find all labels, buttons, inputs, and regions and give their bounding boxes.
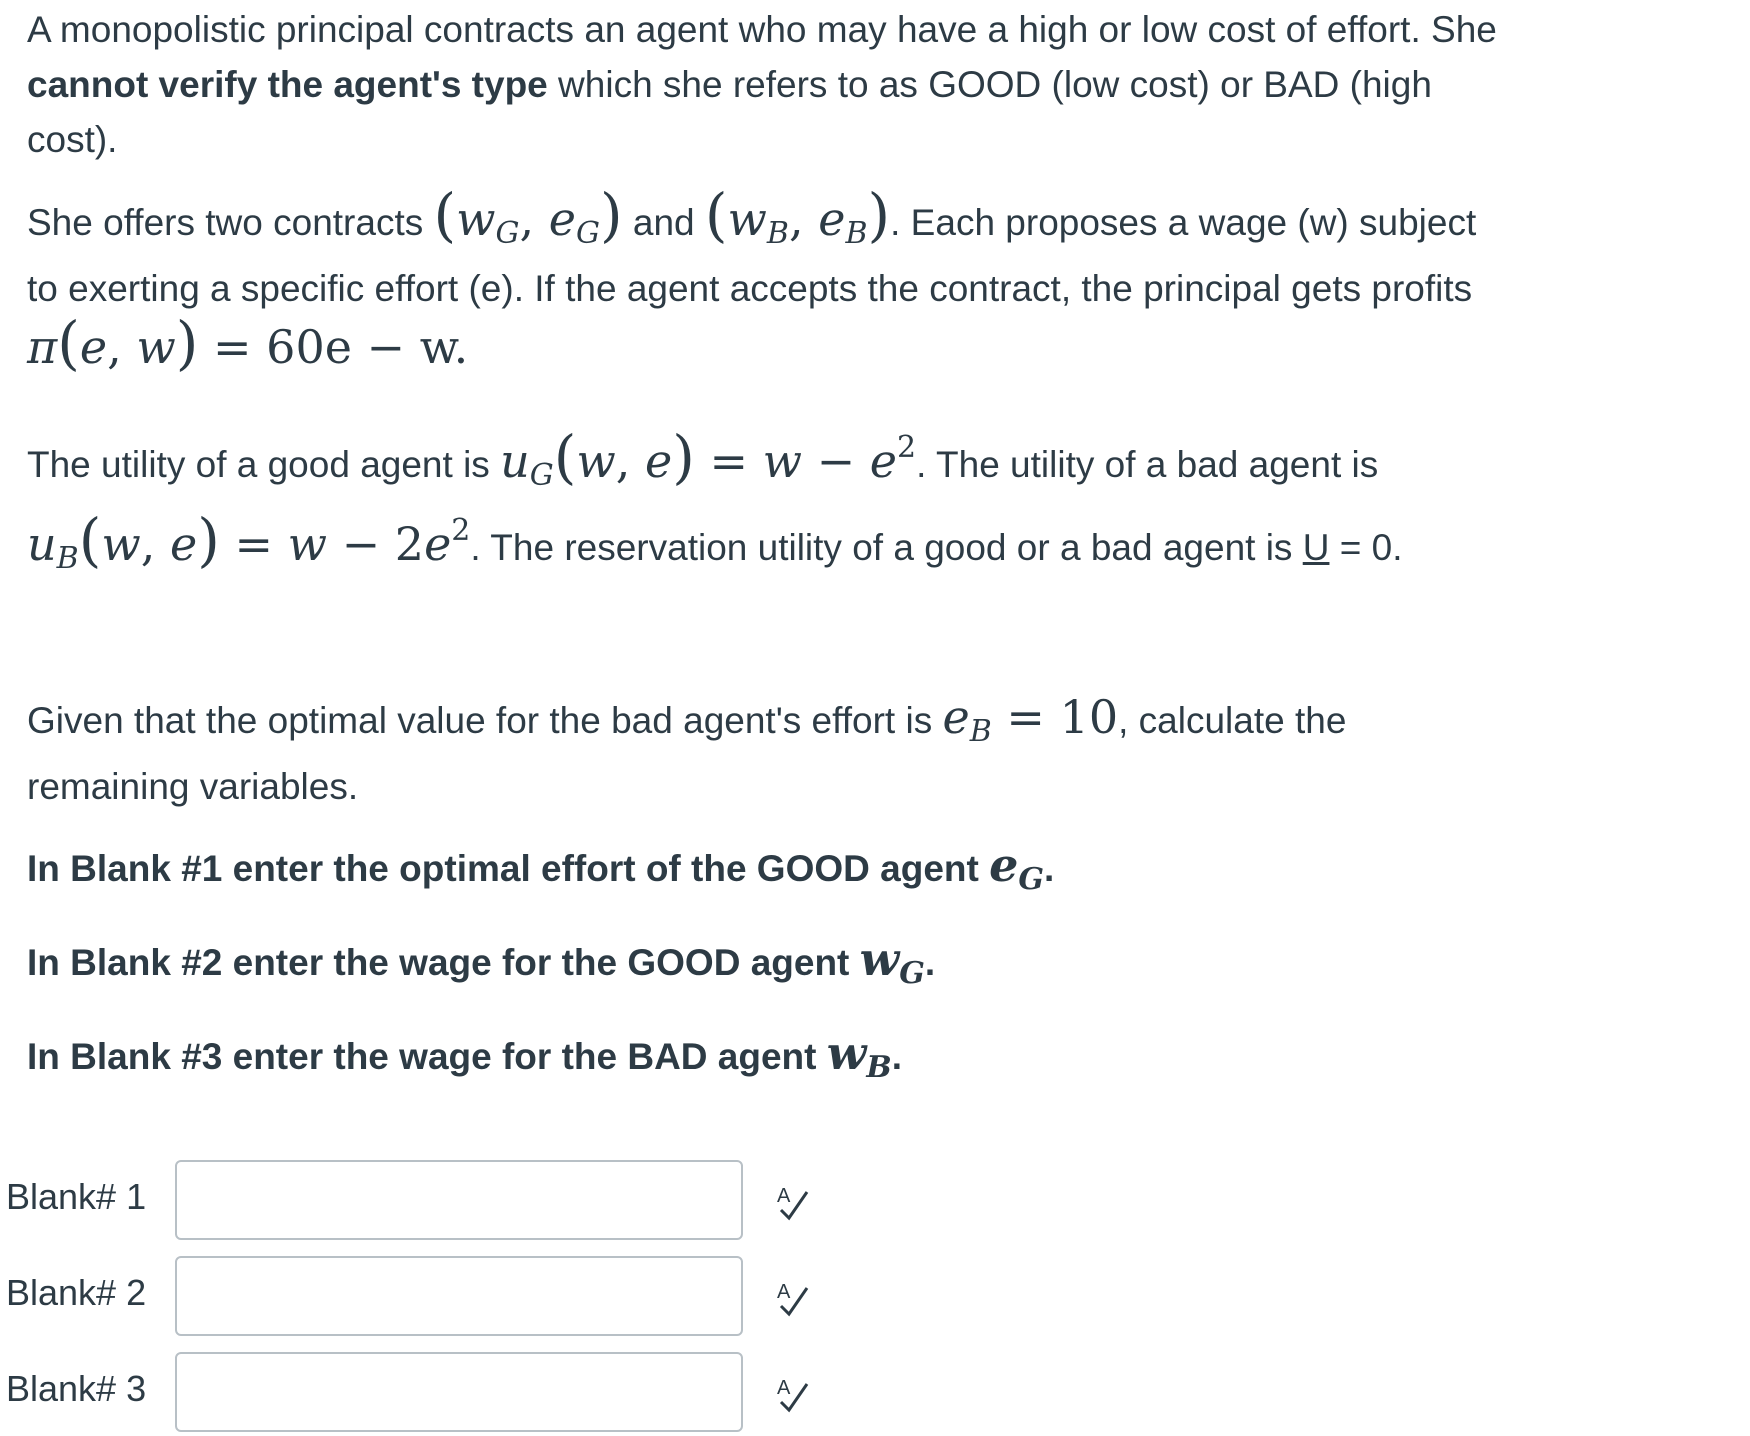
question-paragraph-4 [27,690,1507,814]
blank-2-input[interactable] [175,1256,743,1336]
blank-row-1 [6,1160,906,1244]
svg-text:A: A [777,1185,791,1207]
para1-text-a: A monopolistic principal contracts an agent who may have a high or low cost of effort. She [27,9,1497,50]
bad-effort-formula: $e_B = 10$ [942,690,1119,749]
para4-text-b: , calculate the remaining variables. [27,700,1347,807]
reservation-utility-value: = 0. [1329,527,1403,568]
para3-text-b: . The utility of a bad agent is [916,444,1379,485]
para3-text-a: The utility of a good agent is [27,444,501,485]
instruction-2-text: In Blank #2 enter the wage for the GOOD agent [27,942,860,983]
good-effort-symbol: $e_G$ [989,838,1045,897]
blank-row-2 [6,1256,906,1340]
instruction-blank-3: In Blank #3 enter the wage for the BAD agent $w_B$. [27,1026,903,1085]
bad-effort-value: 10 [1059,690,1119,744]
blank-3-label: Blank# 3 [6,1368,147,1409]
spellcheck-icon[interactable] [775,1182,811,1222]
instruction-1-text: In Blank #1 enter the optimal effort of the GOOD agent [27,848,990,889]
profit-formula: π(e, w) = 60e − w. [27,309,469,377]
para1-bold-text: cannot verify the agent's type [27,64,548,105]
reservation-utility-symbol: U [1302,527,1330,568]
svg-text:A: A [777,1377,791,1399]
spellcheck-icon[interactable] [775,1278,811,1318]
good-utility-formula: $u_G(w$, $e) = w - e^2$ [500,423,917,493]
para2-text-b: . Each proposes a wage (w) subject to exerting a specific effort (e). If the agent accepts the contract, the principal gets profits [27,202,1477,309]
question-paragraph-3 [27,420,1507,586]
para3-text-c: . The reservation utility of a good or a bad agent is [470,527,1303,568]
contract-good-formula: ($w_G$, $e_G$) [433,181,623,251]
blank-1-input[interactable] [175,1160,743,1240]
blank-2-label: Blank# 2 [6,1272,147,1313]
instruction-3-text: In Blank #3 enter the wage for the BAD agent [27,1036,827,1077]
blank-row-3 [6,1352,906,1436]
question-paragraph-2 [27,181,1507,378]
bad-wage-symbol: $w_B$ [826,1026,892,1085]
para1-text-b: which she refers to as GOOD (low cost) or BAD (high cost). [27,64,1432,160]
svg-text:A: A [777,1281,791,1303]
spellcheck-icon[interactable] [775,1374,811,1414]
question-paragraph-1 [27,2,1507,167]
blank-3-input[interactable] [175,1352,743,1432]
para2-and: and [622,202,705,243]
blank-1-label: Blank# 1 [6,1176,147,1217]
para4-text-a: Given that the optimal value for the bad agent's effort is [27,700,943,741]
bad-utility-formula: $u_B(w$, $e) = w - 2e^2$ [27,506,471,576]
contract-bad-formula: ($w_B$, $e_B$) [704,181,891,251]
instruction-blank-1: In Blank #1 enter the optimal effort of the GOOD agent $e_G$. [27,838,1055,897]
instruction-blank-2: In Blank #2 enter the wage for the GOOD agent $w_G$. [27,932,936,991]
para2-text-a: She offers two contracts [27,202,434,243]
good-wage-symbol: $w_G$ [859,932,925,991]
profit-formula-rhs: 60e − w. [266,320,469,374]
